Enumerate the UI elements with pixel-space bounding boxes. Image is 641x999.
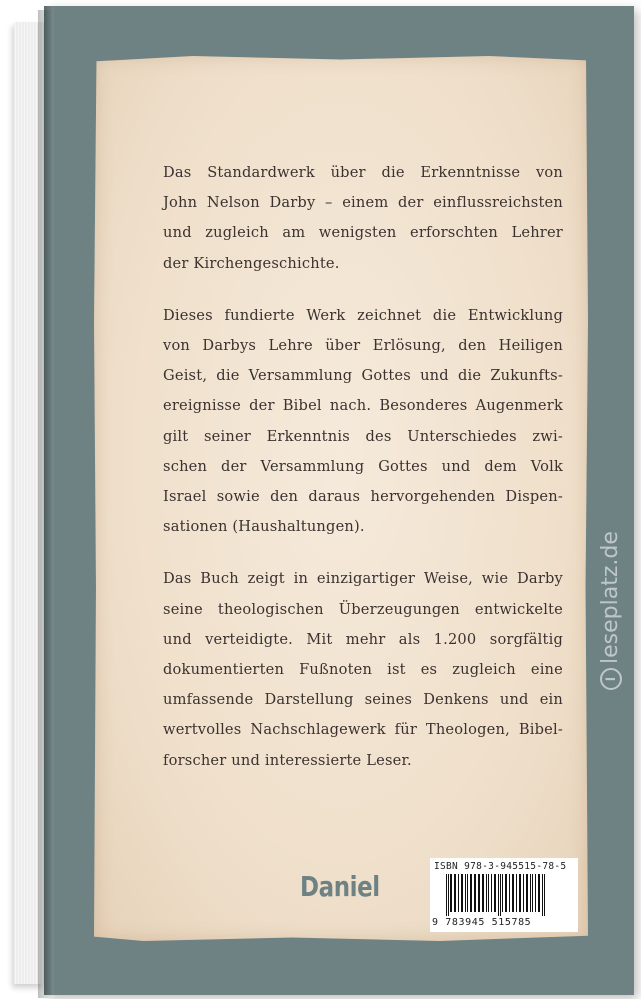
blurb-line: Israel sowie den daraus hervorgehenden Dispen- bbox=[163, 488, 563, 506]
watermark bbox=[598, 531, 623, 690]
blurb-line: John Nelson Darby – einem der einflussreichsten bbox=[163, 194, 563, 212]
barcode-bar bbox=[461, 874, 463, 912]
barcode-bar bbox=[538, 874, 540, 912]
blurb-line: seine theologischen Überzeugungen entwickelte bbox=[163, 600, 563, 618]
blurb-line: und verteidigte. Mit mehr als 1.200 sorgfältig bbox=[163, 630, 563, 648]
barcode-bar bbox=[530, 874, 531, 912]
barcode-bar bbox=[448, 874, 449, 916]
spine-shadow bbox=[38, 10, 52, 998]
barcode-bar bbox=[486, 874, 487, 912]
barcode-bar bbox=[544, 874, 545, 916]
blurb-paragraph-2 bbox=[163, 301, 563, 543]
barcode-bar bbox=[482, 874, 484, 912]
blurb-line: Das Standardwerk über die Erkenntnisse von bbox=[163, 164, 563, 181]
blurb-line: forscher und interessierte Leser. bbox=[163, 751, 412, 769]
barcode-bar bbox=[526, 874, 528, 912]
barcode-bar bbox=[494, 874, 496, 912]
barcode-bar bbox=[470, 874, 472, 912]
watermark-text: leseplatz.de bbox=[598, 531, 623, 664]
barcode-bar bbox=[450, 874, 452, 912]
publisher-logo: Daniel bbox=[300, 870, 380, 903]
barcode-bar bbox=[542, 874, 543, 916]
blurb-line: Das Buch zeigt in einzigartiger Weise, wie Darby bbox=[163, 570, 563, 588]
barcode-bar bbox=[505, 874, 507, 912]
barcode-bar bbox=[474, 874, 476, 912]
blurb-paragraph-1 bbox=[163, 158, 563, 279]
barcode-bar bbox=[454, 874, 456, 912]
barcode-bar bbox=[478, 874, 480, 912]
barcode-bar bbox=[467, 874, 468, 912]
blurb-line: dokumentierten Fußnoten ist es zugleich eine bbox=[163, 661, 563, 679]
barcode-bar bbox=[458, 874, 459, 912]
barcode-bar bbox=[465, 874, 466, 912]
barcode-bar bbox=[502, 874, 503, 912]
barcode-bar bbox=[446, 874, 447, 916]
blurb-line: sationen (Haushaltungen). bbox=[163, 518, 365, 536]
blurb-paragraph-3 bbox=[163, 564, 563, 775]
blurb-line: der Kirchengeschichte. bbox=[163, 254, 340, 272]
barcode-bar bbox=[535, 874, 536, 912]
isbn-barcode bbox=[430, 858, 578, 932]
blurb-line: und zugleich am wenigsten erforschten Lehrer bbox=[163, 224, 563, 242]
blurb-line: von Darbys Lehre über Erlösung, den Heiligen bbox=[163, 337, 563, 355]
blurb-line: Geist, die Versammlung Gottes und die Zukunfts- bbox=[163, 367, 563, 385]
blurb-text bbox=[163, 158, 563, 798]
barcode-bar bbox=[491, 874, 492, 912]
blurb-line: gilt seiner Erkenntnis des Unterschiedes zwi- bbox=[163, 427, 563, 445]
barcode-bar bbox=[498, 874, 499, 916]
barcode-bar bbox=[516, 874, 517, 912]
blurb-line: wertvolles Nachschlagewerk für Theologen, Bibel- bbox=[163, 721, 563, 739]
barcode-bars bbox=[444, 874, 568, 916]
blurb-line: ereignisse der Bibel nach. Besonderes Augenmerk bbox=[163, 397, 563, 415]
barcode-bar bbox=[523, 874, 524, 912]
barcode-bar bbox=[519, 874, 521, 912]
blurb-line: schen der Versammlung Gottes und dem Volk bbox=[163, 457, 563, 475]
leseplatz-logo-icon: l bbox=[600, 668, 622, 690]
barcode-number: 9 783945 515785 bbox=[432, 917, 532, 928]
barcode-bar bbox=[509, 874, 510, 912]
barcode-bar bbox=[512, 874, 514, 912]
blurb-line: Dieses fundierte Werk zeichnet die Entwicklung bbox=[163, 306, 563, 324]
barcode-bar bbox=[532, 874, 533, 912]
barcode-bar bbox=[500, 874, 501, 916]
isbn-label: ISBN 978-3-945515-78-5 bbox=[434, 861, 567, 872]
barcode-bar bbox=[488, 874, 489, 912]
blurb-line: umfassende Darstellung seines Denkens und ein bbox=[163, 691, 563, 709]
